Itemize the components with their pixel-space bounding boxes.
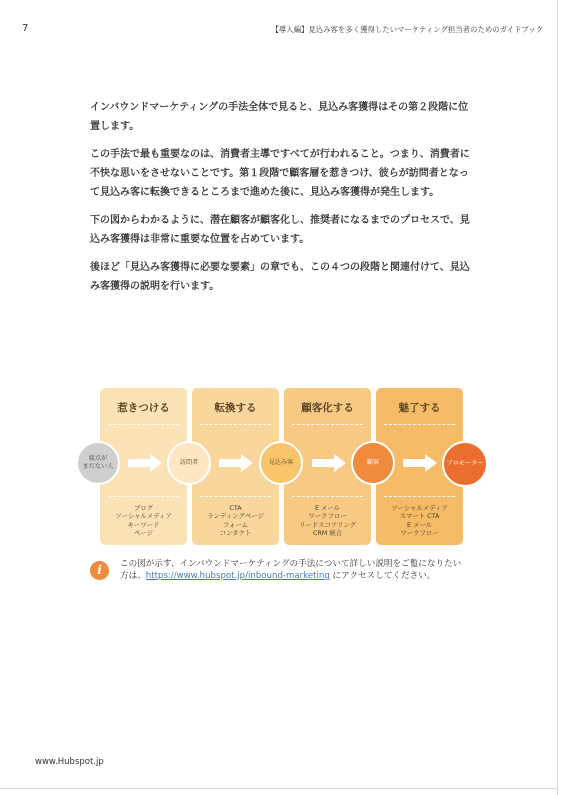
paragraph: この手法で最も重要なのは、消費者主導ですべてが行われること。つまり、消費者に不快な思いをさせないことです。第１段階で顧客層を惹きつけ、彼らが訪問者となって見込み客に転換できるところまで進めた後に、見込み客獲得が発生します。 <box>90 149 470 198</box>
node-customer: 顧客 <box>351 441 395 485</box>
running-header: 【導入編】見込み客を多く獲得したいマーケティング担当者のためのガイドブック <box>271 25 543 34</box>
page-bottom-edge <box>0 788 557 789</box>
note-text-before: この図が示す、インバウンドマーケティングの手法について詳しい説明をご覧になりたい方は、 <box>120 559 462 581</box>
divider <box>292 496 363 497</box>
stage-item: CRM 統合 <box>312 529 343 538</box>
page-number: 7 <box>22 23 29 34</box>
arrow-right-icon <box>403 454 437 472</box>
stage-items <box>284 504 371 538</box>
stage-item: ページ <box>133 529 154 538</box>
stage-item: ソーシャルメディア <box>115 512 172 521</box>
divider <box>108 496 179 497</box>
body-text <box>90 98 475 305</box>
stage-items <box>376 504 463 538</box>
stage-item: スマート CTA <box>399 512 440 521</box>
divider <box>200 424 271 425</box>
divider <box>384 424 455 425</box>
stage-item: ソーシャルメディア <box>391 504 448 512</box>
paragraph: 下の図からわかるように、潜在顧客が顧客化し、推奨者になるまでのプロセスで、見込み客獲得は非常に重要な位置を占めています。 <box>90 215 470 245</box>
arrow-right-icon <box>312 454 346 472</box>
arrow-right-icon <box>219 454 253 472</box>
note-text-after: にアクセスしてください。 <box>329 571 436 581</box>
footer-url: www.Hubspot.jp <box>35 757 104 767</box>
stage-item: ワークフロー <box>308 512 347 521</box>
node-stranger: 接点が まだない人 <box>76 441 120 485</box>
node-promoter: プロモーター <box>442 441 488 487</box>
paragraph: 後ほど「見込み客獲得に必要な要素」の章でも、この４つの段階と関連付けて、見込み客獲得の説明を行います。 <box>90 262 470 292</box>
divider <box>384 496 455 497</box>
stage-item: E メール <box>406 520 433 529</box>
arrow-right-icon <box>128 454 162 472</box>
stage-title: 魅了する <box>398 402 441 414</box>
stage-item: ランディングページ <box>207 512 264 521</box>
stage-item: CTA <box>229 504 242 512</box>
stage-items <box>100 504 187 538</box>
stage-item: フォーム <box>222 520 249 529</box>
stage-item: ブログ <box>133 504 154 512</box>
stage-item: コンタクト <box>219 529 252 538</box>
stage-item: E メール <box>314 504 341 512</box>
stage-title: 惹きつける <box>117 402 170 414</box>
note-text <box>120 558 465 582</box>
divider <box>108 424 179 425</box>
info-icon: i <box>90 561 109 580</box>
inbound-marketing-link[interactable]: https://www.hubspot.jp/inbound-marketing <box>145 571 330 581</box>
stage-item: キーワード <box>127 520 160 529</box>
stage-items <box>192 504 279 538</box>
divider <box>200 496 271 497</box>
inbound-methodology-diagram <box>76 388 491 548</box>
divider <box>292 424 363 425</box>
stage-item: ワークフロー <box>400 529 439 538</box>
node-visitor: 訪問者 <box>167 441 211 485</box>
stage-title: 転換する <box>214 402 257 414</box>
stage-item: リードスコアリング <box>298 520 357 529</box>
paragraph: インバウンドマーケティングの手法全体で見ると、見込み客獲得はその第２段階に位置します。 <box>90 102 469 132</box>
node-lead: 見込み客 <box>259 441 303 485</box>
stage-title: 顧客化する <box>301 402 354 414</box>
